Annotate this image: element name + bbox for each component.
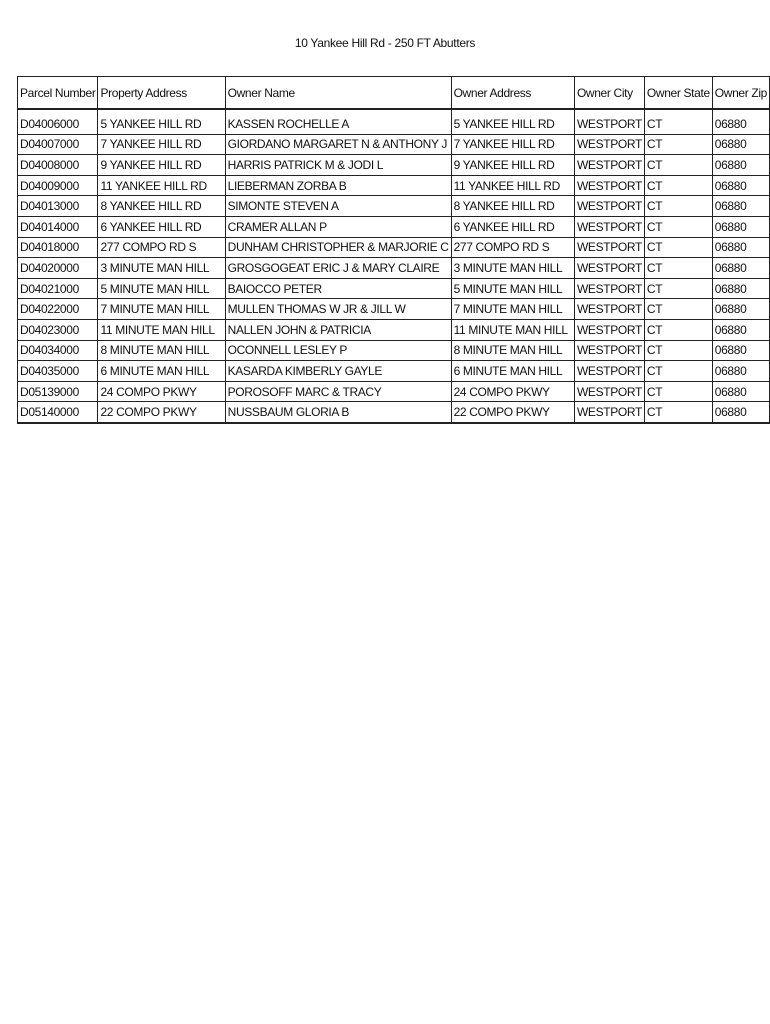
owner-city-cell: WESTPORT <box>574 381 644 402</box>
owner-zip-cell: 06880 <box>712 278 769 299</box>
table-row <box>18 216 770 237</box>
owner-city-cell: WESTPORT <box>574 361 644 382</box>
owner-name-cell: NUSSBAUM GLORIA B <box>225 402 451 423</box>
property-address-cell: 5 YANKEE HILL RD <box>98 109 225 134</box>
owner-city-cell: WESTPORT <box>574 299 644 320</box>
property-address-cell: 6 YANKEE HILL RD <box>98 216 225 237</box>
owner-state-cell: CT <box>644 216 712 237</box>
owner-zip-cell: 06880 <box>712 155 769 176</box>
owner-address-cell: 3 MINUTE MAN HILL <box>451 258 574 279</box>
owner-state-cell: CT <box>644 155 712 176</box>
owner-name-cell: LIEBERMAN ZORBA B <box>225 175 451 196</box>
parcel-number-cell: D04034000 <box>18 340 98 361</box>
owner-zip-cell: 06880 <box>712 402 769 423</box>
owner-zip-cell: 06880 <box>712 381 769 402</box>
owner-name-cell: OCONNELL LESLEY P <box>225 340 451 361</box>
header-owner-name: Owner Name <box>225 77 451 110</box>
header-property-address: Property Address <box>98 77 225 110</box>
owner-state-cell: CT <box>644 361 712 382</box>
property-address-cell: 11 MINUTE MAN HILL <box>98 319 225 340</box>
owner-zip-cell: 06880 <box>712 109 769 134</box>
property-address-cell: 9 YANKEE HILL RD <box>98 155 225 176</box>
owner-address-cell: 7 MINUTE MAN HILL <box>451 299 574 320</box>
owner-name-cell: KASARDA KIMBERLY GAYLE <box>225 361 451 382</box>
parcel-number-cell: D04020000 <box>18 258 98 279</box>
owner-state-cell: CT <box>644 237 712 258</box>
property-address-cell: 3 MINUTE MAN HILL <box>98 258 225 279</box>
owner-state-cell: CT <box>644 278 712 299</box>
owner-name-cell: MULLEN THOMAS W JR & JILL W <box>225 299 451 320</box>
owner-address-cell: 6 YANKEE HILL RD <box>451 216 574 237</box>
owner-city-cell: WESTPORT <box>574 109 644 134</box>
owner-address-cell: 5 YANKEE HILL RD <box>451 109 574 134</box>
property-address-cell: 11 YANKEE HILL RD <box>98 175 225 196</box>
owner-name-cell: BAIOCCO PETER <box>225 278 451 299</box>
parcel-number-cell: D04023000 <box>18 319 98 340</box>
owner-address-cell: 8 MINUTE MAN HILL <box>451 340 574 361</box>
parcel-number-cell: D04008000 <box>18 155 98 176</box>
owner-state-cell: CT <box>644 109 712 134</box>
table-row <box>18 402 770 423</box>
parcel-number-cell: D04006000 <box>18 109 98 134</box>
header-parcel-number: Parcel Number <box>18 77 98 110</box>
property-address-cell: 5 MINUTE MAN HILL <box>98 278 225 299</box>
owner-address-cell: 7 YANKEE HILL RD <box>451 134 574 155</box>
owner-name-cell: SIMONTE STEVEN A <box>225 196 451 217</box>
owner-state-cell: CT <box>644 319 712 340</box>
table-row <box>18 278 770 299</box>
owner-city-cell: WESTPORT <box>574 340 644 361</box>
owner-address-cell: 11 YANKEE HILL RD <box>451 175 574 196</box>
table-body <box>18 109 770 423</box>
property-address-cell: 22 COMPO PKWY <box>98 402 225 423</box>
table-row <box>18 196 770 217</box>
owner-zip-cell: 06880 <box>712 196 769 217</box>
owner-name-cell: POROSOFF MARC & TRACY <box>225 381 451 402</box>
parcel-number-cell: D05139000 <box>18 381 98 402</box>
owner-zip-cell: 06880 <box>712 361 769 382</box>
owner-city-cell: WESTPORT <box>574 175 644 196</box>
owner-address-cell: 8 YANKEE HILL RD <box>451 196 574 217</box>
parcel-number-cell: D04018000 <box>18 237 98 258</box>
property-address-cell: 8 MINUTE MAN HILL <box>98 340 225 361</box>
owner-name-cell: CRAMER ALLAN P <box>225 216 451 237</box>
owner-zip-cell: 06880 <box>712 340 769 361</box>
owner-city-cell: WESTPORT <box>574 155 644 176</box>
table-row <box>18 381 770 402</box>
owner-address-cell: 22 COMPO PKWY <box>451 402 574 423</box>
owner-zip-cell: 06880 <box>712 319 769 340</box>
owner-city-cell: WESTPORT <box>574 402 644 423</box>
owner-name-cell: HARRIS PATRICK M & JODI L <box>225 155 451 176</box>
parcel-number-cell: D04014000 <box>18 216 98 237</box>
owner-zip-cell: 06880 <box>712 258 769 279</box>
owner-state-cell: CT <box>644 340 712 361</box>
property-address-cell: 7 YANKEE HILL RD <box>98 134 225 155</box>
table-row <box>18 134 770 155</box>
owner-city-cell: WESTPORT <box>574 216 644 237</box>
owner-zip-cell: 06880 <box>712 299 769 320</box>
header-owner-zip: Owner Zip <box>712 77 769 110</box>
table-row <box>18 340 770 361</box>
property-address-cell: 7 MINUTE MAN HILL <box>98 299 225 320</box>
table-row <box>18 155 770 176</box>
owner-state-cell: CT <box>644 196 712 217</box>
owner-state-cell: CT <box>644 402 712 423</box>
table-row <box>18 258 770 279</box>
owner-city-cell: WESTPORT <box>574 319 644 340</box>
table-row <box>18 361 770 382</box>
owner-city-cell: WESTPORT <box>574 278 644 299</box>
owner-name-cell: GIORDANO MARGARET N & ANTHONY J <box>225 134 451 155</box>
property-address-cell: 24 COMPO PKWY <box>98 381 225 402</box>
owner-city-cell: WESTPORT <box>574 258 644 279</box>
owner-zip-cell: 06880 <box>712 175 769 196</box>
header-owner-city: Owner City <box>574 77 644 110</box>
owner-address-cell: 11 MINUTE MAN HILL <box>451 319 574 340</box>
property-address-cell: 6 MINUTE MAN HILL <box>98 361 225 382</box>
table-row <box>18 299 770 320</box>
owner-name-cell: DUNHAM CHRISTOPHER & MARJORIE C <box>225 237 451 258</box>
table-row <box>18 237 770 258</box>
owner-name-cell: NALLEN JOHN & PATRICIA <box>225 319 451 340</box>
header-owner-state: Owner State <box>644 77 712 110</box>
owner-city-cell: WESTPORT <box>574 196 644 217</box>
owner-state-cell: CT <box>644 381 712 402</box>
parcel-number-cell: D04035000 <box>18 361 98 382</box>
table-header-row <box>18 77 770 110</box>
owner-name-cell: KASSEN ROCHELLE A <box>225 109 451 134</box>
owner-state-cell: CT <box>644 258 712 279</box>
abutters-table <box>17 76 770 424</box>
owner-zip-cell: 06880 <box>712 134 769 155</box>
owner-address-cell: 277 COMPO RD S <box>451 237 574 258</box>
owner-state-cell: CT <box>644 299 712 320</box>
parcel-number-cell: D04021000 <box>18 278 98 299</box>
table-row <box>18 319 770 340</box>
owner-state-cell: CT <box>644 175 712 196</box>
owner-address-cell: 9 YANKEE HILL RD <box>451 155 574 176</box>
owner-state-cell: CT <box>644 134 712 155</box>
property-address-cell: 8 YANKEE HILL RD <box>98 196 225 217</box>
property-address-cell: 277 COMPO RD S <box>98 237 225 258</box>
owner-zip-cell: 06880 <box>712 237 769 258</box>
owner-city-cell: WESTPORT <box>574 237 644 258</box>
owner-city-cell: WESTPORT <box>574 134 644 155</box>
owner-name-cell: GROSGOGEAT ERIC J & MARY CLAIRE <box>225 258 451 279</box>
table-row <box>18 109 770 134</box>
owner-zip-cell: 06880 <box>712 216 769 237</box>
parcel-number-cell: D04022000 <box>18 299 98 320</box>
owner-address-cell: 24 COMPO PKWY <box>451 381 574 402</box>
table-row <box>18 175 770 196</box>
parcel-number-cell: D04009000 <box>18 175 98 196</box>
parcel-number-cell: D04007000 <box>18 134 98 155</box>
parcel-number-cell: D04013000 <box>18 196 98 217</box>
parcel-number-cell: D05140000 <box>18 402 98 423</box>
header-owner-address: Owner Address <box>451 77 574 110</box>
owner-address-cell: 6 MINUTE MAN HILL <box>451 361 574 382</box>
document-title: 10 Yankee Hill Rd - 250 FT Abutters <box>294 36 476 50</box>
owner-address-cell: 5 MINUTE MAN HILL <box>451 278 574 299</box>
